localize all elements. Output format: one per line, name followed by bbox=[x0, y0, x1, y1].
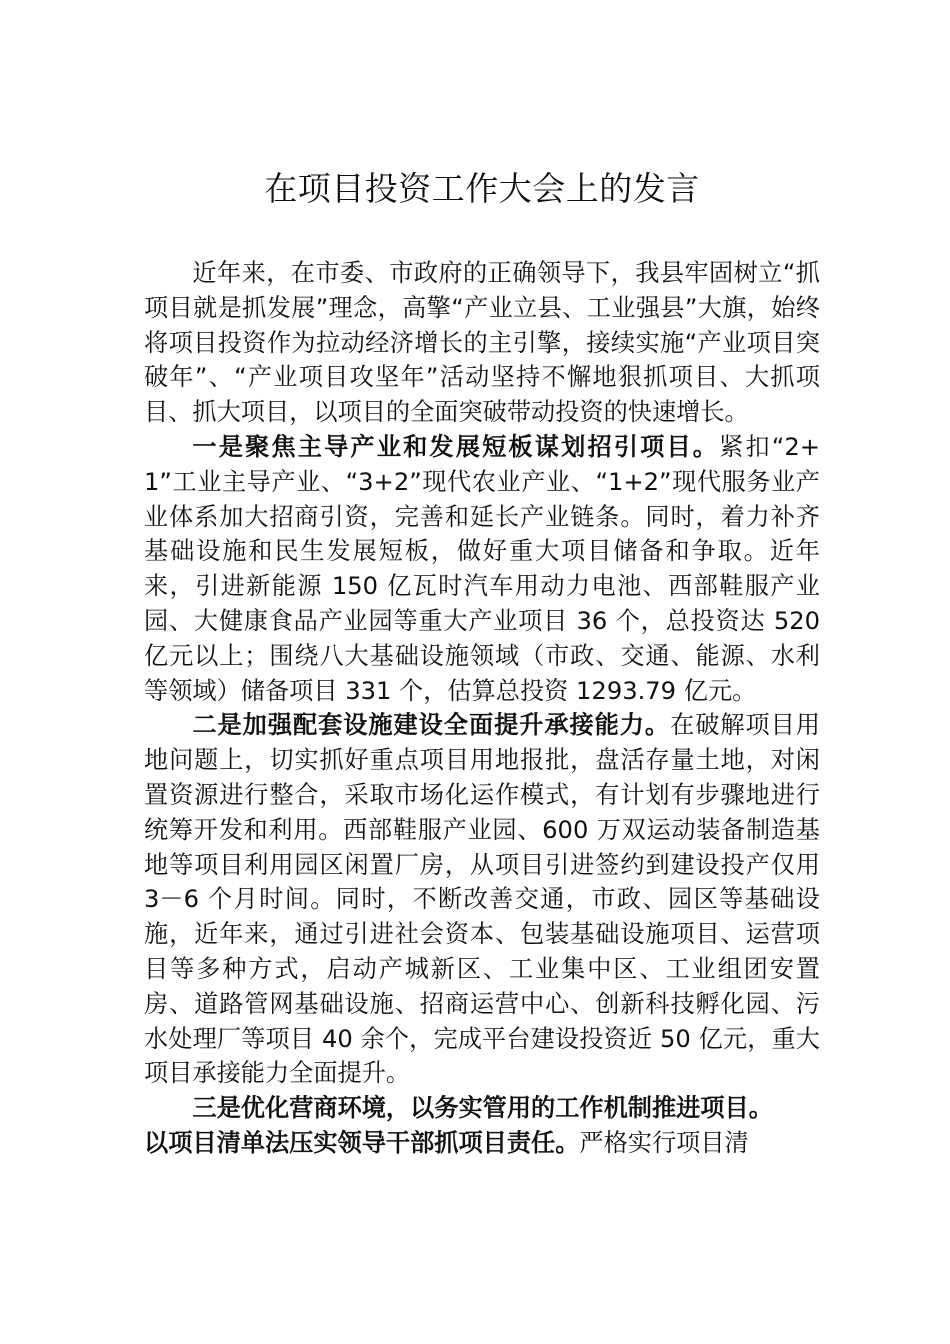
paragraph-3 bbox=[144, 1091, 820, 1126]
paragraph-1 bbox=[144, 430, 820, 708]
paragraph-4 bbox=[144, 1126, 820, 1161]
paragraph-2-heading: 二是加强配套设施建设全面提升承接能力。 bbox=[192, 711, 671, 740]
paragraph-2 bbox=[144, 708, 820, 1091]
paragraph-2-text: 在破解项目用地问题上，切实抓好重点项目用地报批，盘活存量土地，对闲置资源进行整合，采取市场化运作模式，有计划有步骤地进行统筹开发和利用。西部鞋服产业园、600 万双运动装备制造基地等项目利用园区闲置厂房，从项目引进签约到建设投产仅用 3－6 个月时间。同时，不断改善交通，市政、园区等基础设施，近年来，通过引进社会资本、包装基础设施项目、运营项目等多种方式，启动产城新区、工业集中区、工业组团安置房、道路管网基础设施、招商运营中心、创新科技孵化园、污水处理厂等项目 40 余个，完成平台建设投资近 50 亿元，重大项目承接能力全面提升。 bbox=[144, 711, 820, 1088]
paragraph-1-text: 紧扣“2+1”工业主导产业、“3+2”现代农业产业、“1+2”现代服务业产业体系加大招商引资，完善和延长产业链条。同时，着力补齐基础设施和民生发展短板，做好重大项目储备和争取。近年来，引进新能源 150 亿瓦时汽车用动力电池、西部鞋服产业园、大健康食品产业园等重大产业项目 36 个，总投资达 520 亿元以上；围绕八大基础设施领域（市政、交通、能源、水利等领域）储备项目 331 个，估算总投资 1293.79 亿元。 bbox=[144, 432, 820, 705]
paragraph-1-heading: 一是聚焦主导产业和发展短板谋划招引项目。 bbox=[192, 432, 720, 461]
intro-paragraph-text: 近年来，在市委、市政府的正确领导下，我县牢固树立“抓项目就是抓发展”理念，高擎“产业立县、工业强县”大旗，始终将项目投资作为拉动经济增长的主引擎，接续实施“产业项目突破年”、“产业项目攻坚年”活动坚持不懈地狠抓项目、大抓项目、抓大项目，以项目的全面突破带动投资的快速增长。 bbox=[144, 259, 820, 427]
paragraph-3-heading: 三是优化营商环境，以务实管用的工作机制推进项目。 bbox=[192, 1094, 773, 1123]
intro-paragraph bbox=[144, 256, 820, 430]
paragraph-4-text: 严格实行项目清 bbox=[579, 1128, 749, 1157]
document-title: 在项目投资工作大会上的发言 bbox=[264, 169, 700, 208]
paragraph-4-heading: 以项目清单法压实领导干部抓项目责任。 bbox=[144, 1128, 580, 1157]
